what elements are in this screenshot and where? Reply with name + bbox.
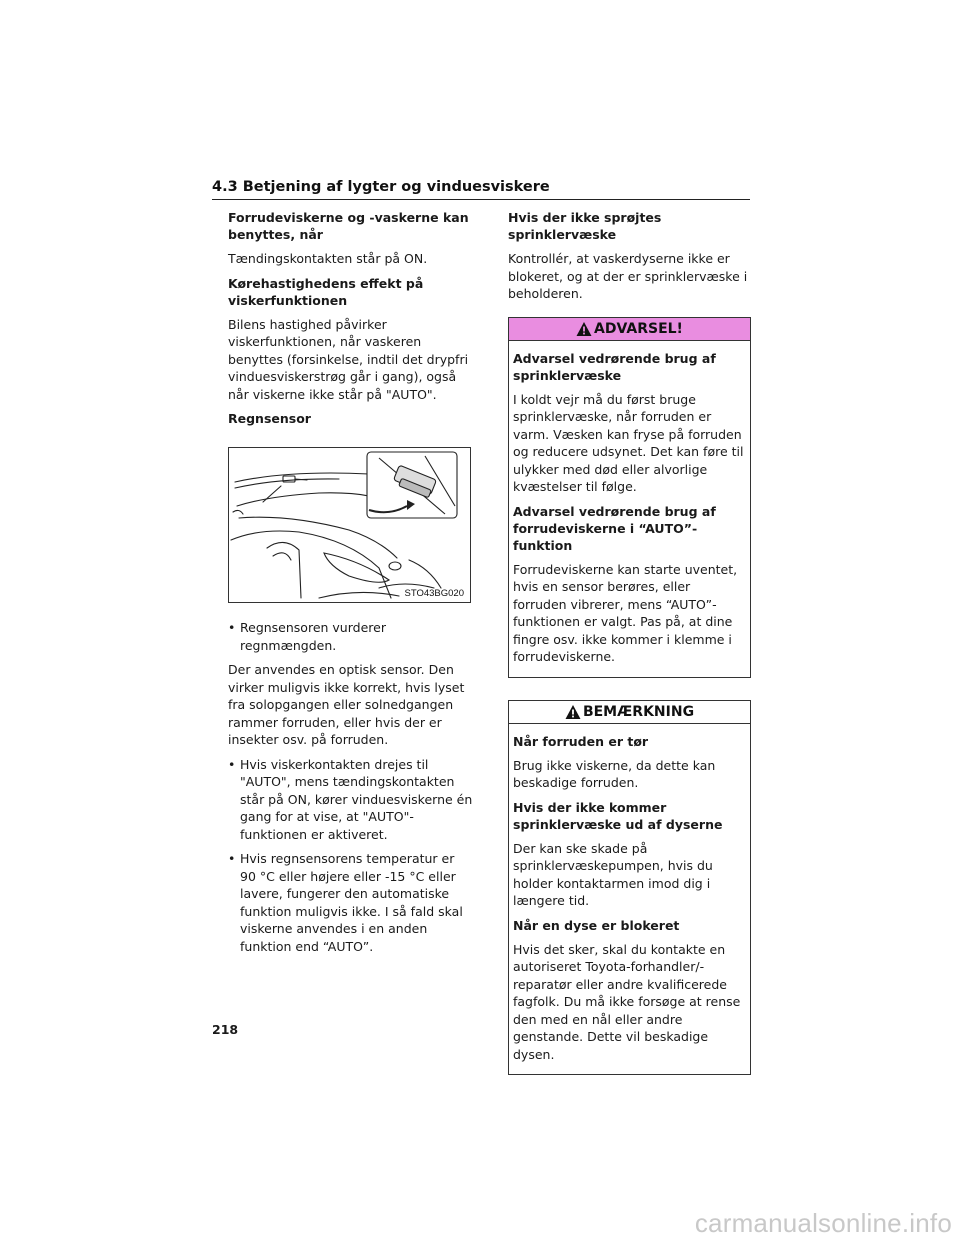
notice-body [509, 724, 750, 1075]
heading-rain-sensor: Regnsensor [228, 411, 311, 426]
notice-header [509, 701, 750, 724]
notice-heading-dry: Når forruden er tør [513, 733, 649, 749]
warning-box [508, 317, 751, 678]
warning-body [509, 341, 750, 677]
bullet-text: Hvis viskerkontakten drejes til "AUTO", mens tændingskontakten står på ON, kører vinduesviskerne én gang for at vise, at "AUTO"-funktionen er aktiveret. [240, 756, 473, 842]
warning-header [509, 318, 750, 341]
bullet-dot: • [228, 851, 236, 866]
watermark: carmanualsonline.info [694, 1208, 952, 1238]
paragraph-optical-sensor: Der anvendes en optisk sensor. Den virker muligvis ikke korrekt, hvis lyset fra solopgangen eller solnedgangen rammer forruden, eller hvis der er insekter osv. på forruden. [228, 662, 465, 747]
rain-sensor-illustration [228, 447, 471, 603]
warning-paragraph-auto: Forrudeviskerne kan starte uventet, hvis en sensor berøres, eller forruden vibrerer, mens “AUTO”-funktionen er valgt. Pas på, at dine fingre osv. ikke kommer i klemme i forrudeviskerne. [513, 561, 738, 664]
bullet-dot: • [228, 756, 236, 772]
warning-heading-auto: Advarsel vedrørende brug af forrudeviskerne i “AUTO”-funktion [513, 503, 716, 553]
notice-heading-no-fluid: Hvis der ikke kommer sprinklervæske ud af dyserne [513, 799, 723, 832]
warning-title: ADVARSEL! [594, 320, 683, 337]
heading-no-fluid: Hvis der ikke sprøjtes sprinklervæske [508, 210, 662, 242]
paragraph-speed-effect: Bilens hastighed påvirker viskerfunktionen, når vaskeren benyttes (forsinkelse, indtil det drypfri vinduesviskerstrøg går i gang), også når viskerne ikke står på "AUTO". [228, 316, 469, 402]
notice-heading-blocked: Når en dyse er blokeret [513, 917, 680, 933]
bullet-text: Hvis regnsensorens temperatur er 90 °C eller højere eller -15 °C eller lavere, fungerer den automatiske funktion muligvis ikke. I så fald skal viskerne anvendes i en anden funktion end “AUTO”. [240, 851, 463, 954]
bullet-text: Regnsensoren vurderer regnmængden. [240, 620, 386, 653]
heading-speed-effect: Kørehastighedens effekt på viskerfunktionen [228, 275, 424, 308]
section-title: 4.3 Betjening af lygter og vinduesviskere [212, 179, 550, 195]
paragraph-ignition-on: Tændingskontakten står på ON. [228, 251, 428, 266]
notice-paragraph-blocked: Hvis det sker, skal du kontakte en autoriseret Toyota-forhandler/-reparatør eller andre kvalificerede fagfolk. Du må ikke forsøge at rense den med en nål eller andre genstande. Dette vil beskadige dysen. [513, 941, 741, 1062]
notice-box [508, 700, 751, 1076]
notice-paragraph-pump: Der kan ske skade på sprinklervæskepumpen, hvis du holder kontaktarmen imod dig i længere tid. [513, 840, 713, 908]
bullet-dot: • [228, 620, 236, 635]
right-column [508, 209, 751, 1075]
bullet-sensor-temperature [228, 850, 473, 955]
notice-paragraph-dry: Brug ikke viskerne, da dette kan beskadige forruden. [513, 757, 716, 790]
warning-triangle-icon [576, 321, 592, 337]
paragraph-check-nozzles: Kontrollér, at vaskerdyserne ikke er blokeret, og at der er sprinklervæske i beholderen. [508, 251, 748, 301]
section-header [212, 176, 750, 200]
page-number: 218 [212, 1022, 239, 1037]
figure-code: STO43BG020 [404, 588, 464, 599]
bullet-rain-amount [228, 619, 473, 654]
warning-paragraph-fluid: I koldt vejr må du først bruge sprinklervæske, når forruden er varm. Væsken kan fryse på forruden og reducere udsynet. Det kan føre til ulykker med død eller alvorlige kvæstelser til følge. [513, 391, 744, 494]
left-column [228, 209, 473, 962]
warning-heading-fluid: Advarsel vedrørende brug af sprinklervæske [513, 350, 716, 383]
car-windshield-drawing [229, 448, 470, 602]
bullet-auto-activation [228, 756, 473, 844]
notice-triangle-icon [565, 704, 581, 720]
heading-wipers-usable: Forrudeviskerne og -vaskerne kan benyttes, når [228, 210, 469, 242]
notice-title: BEMÆRKNING [582, 703, 695, 720]
